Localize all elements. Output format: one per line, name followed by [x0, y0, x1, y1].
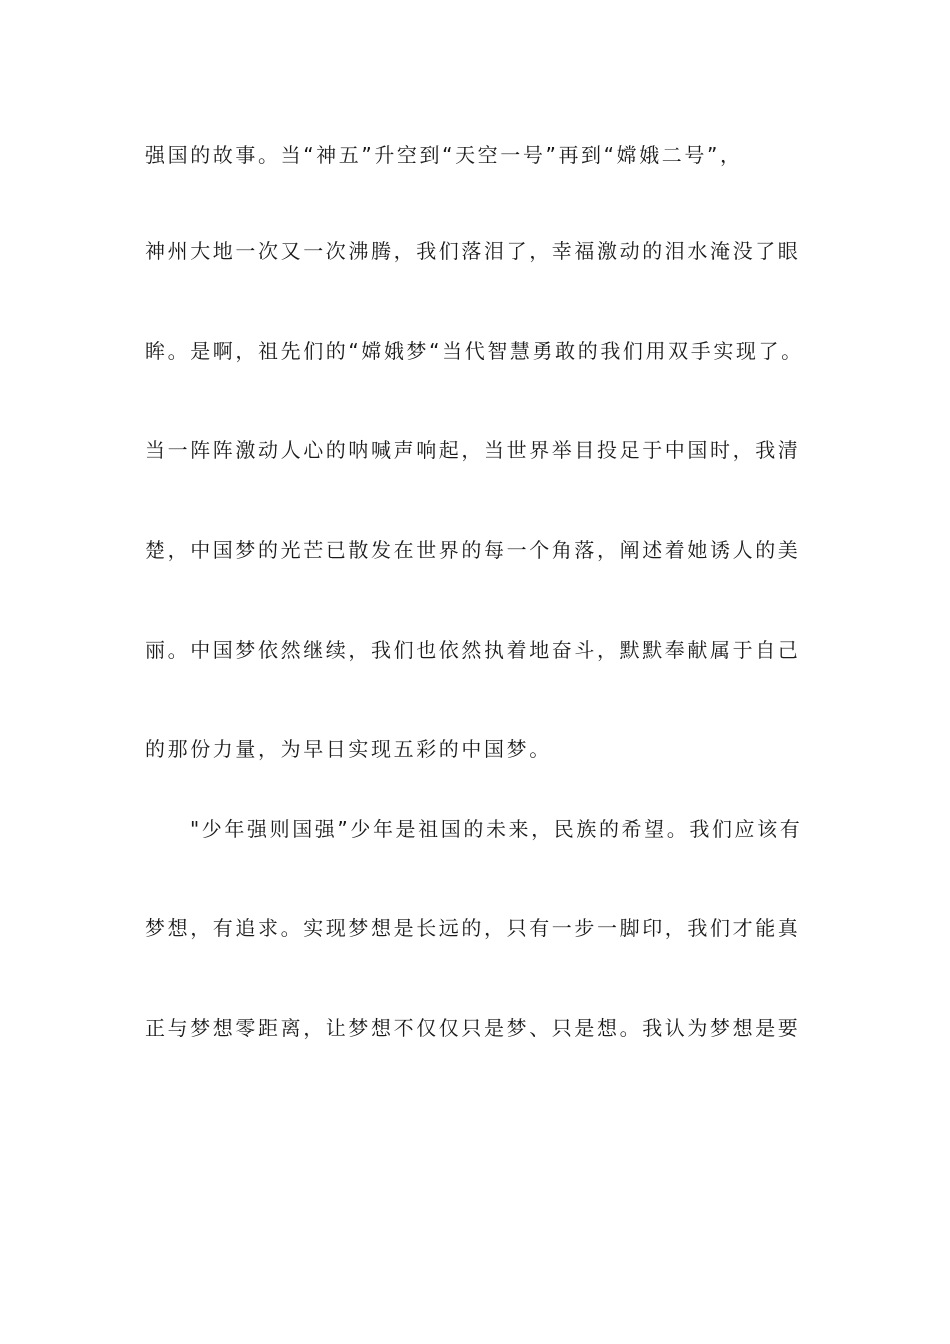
- text-line-10: 正与梦想零距离，让梦想不仅仅只是梦、只是想。我认为梦想是要: [145, 1016, 801, 1040]
- text-line-7: 的那份力量，为早日实现五彩的中国梦。: [145, 737, 552, 761]
- text-line-3: 眸。是啊，祖先们的“嫦娥梦“当代智慧勇敢的我们用双手实现了。: [145, 339, 804, 363]
- text-line-2: 神州大地一次又一次沸腾，我们落泪了，幸福激动的泪水淹没了眼: [145, 239, 801, 263]
- text-line-4: 当一阵阵激动人心的呐喊声响起，当世界举目投足于中国时，我清: [145, 438, 801, 462]
- text-line-5: 楚，中国梦的光芒已散发在世界的每一个角落，阐述着她诱人的美: [145, 538, 801, 562]
- text-line-6: 丽。中国梦依然继续，我们也依然执着地奋斗，默默奉献属于自己: [145, 638, 801, 662]
- text-line-1: 强国的故事。当“神五”升空到“天空一号”再到“嫦娥二号”，: [145, 143, 743, 167]
- text-line-9: 梦想，有追求。实现梦想是长远的，只有一步一脚印，我们才能真: [145, 916, 801, 940]
- paragraph-start-line: "少年强则国强”少年是祖国的未来，民族的希望。我们应该有: [190, 817, 803, 841]
